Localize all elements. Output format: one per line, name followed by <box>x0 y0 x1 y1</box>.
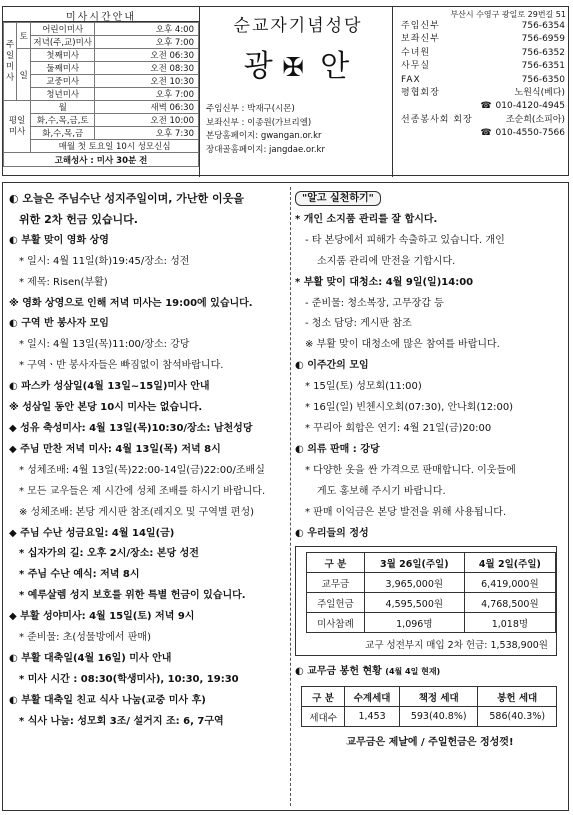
contact-value: 조순희(소피아) <box>505 114 565 125</box>
contact-value: 756-6959 <box>521 34 565 45</box>
contact-row <box>393 20 570 33</box>
contact-label: 보좌신부 <box>401 34 440 45</box>
contact-row <box>393 33 570 46</box>
contact-label: FAX <box>401 74 421 85</box>
church-emblem-icon: ✠ <box>282 53 321 83</box>
announcement-line: * 개인 소지품 관리를 잘 합시다. <box>295 213 438 225</box>
section-heading: ◐ 이주간의 모임 <box>295 360 369 372</box>
announcement-line: * 15일(토) 성모회(11:00) <box>305 381 422 393</box>
sunday-mass-label: 주일미사 <box>4 23 17 101</box>
right-column-title <box>295 189 565 210</box>
mass-time: 오전 10:30 <box>95 75 199 88</box>
section-heading: ◐ 부활 대축일 친교 식사 나눔(교중 미사 후) <box>9 694 206 706</box>
announcement-line: 소지품 관리에 만전을 기합시다. <box>317 255 456 267</box>
section-heading: ◐ 파스카 성삼일(4월 13일~15일)미사 안내 <box>9 381 210 393</box>
section-heading: ◐ 의류 판매 : 강당 <box>295 443 380 455</box>
table-cell: 3,965,000원 <box>364 573 464 593</box>
contact-row <box>393 114 570 127</box>
right-announcements <box>295 210 565 545</box>
dues-heading <box>295 662 565 683</box>
announcement-line: * 식사 나눔: 성모회 3조/ 설거지 조: 6, 7구역 <box>19 715 224 727</box>
church-subtitle: 순교자기념성당 <box>233 16 363 36</box>
section-heading: ◐ 우리들의 정성 <box>295 527 369 539</box>
header-section <box>2 6 569 176</box>
table-cell: 593(40.8%) <box>399 707 478 727</box>
contact-row <box>393 87 570 100</box>
mass-name: 첫째미사 <box>31 49 95 62</box>
homepage-link[interactable]: 본당홈페이지: gwangan.or.kr <box>206 131 322 141</box>
contact-value: 756-6350 <box>521 74 565 85</box>
mass-name: 월 <box>31 101 95 114</box>
announcement-line: 게도 홍보해 주시기 바랍니다. <box>317 485 446 497</box>
mass-name: 교중미사 <box>31 75 95 88</box>
table-header: 수계세대 <box>345 687 400 707</box>
section-heading: ◐ 오늘은 주님수난 성지주일이며, 가난한 이웃을 <box>9 192 244 205</box>
contact-row <box>393 127 570 140</box>
announcement-line: * 구역ㆍ반 봉사자들은 빠짐없이 참석바랍니다. <box>19 360 224 372</box>
table-cell: 교무금 <box>307 573 365 593</box>
contact-label: 평협회장 <box>401 87 440 98</box>
table-cell: 1,453 <box>345 707 400 727</box>
jangdae-homepage-link[interactable]: 장대골홈페이지: jangdae.or.kr <box>206 144 325 155</box>
church-title-right: 안 <box>320 49 350 84</box>
contact-value: 010-4120-4945 <box>495 101 565 112</box>
announcement-line: * 예루살렘 성지 보호를 위한 특별 헌금이 있습니다. <box>19 590 246 602</box>
weekday-mass-label: 평일미사 <box>4 101 31 153</box>
mass-time: 오후 4:00 <box>95 23 199 36</box>
mass-time: 새벽 06:30 <box>95 101 199 114</box>
address: 부산시 수영구 광일로 29번길 51 <box>450 10 566 19</box>
mass-name: 둘째미사 <box>31 62 95 75</box>
sunday-label: 일 <box>17 49 31 101</box>
contact-label: 선종봉사회 회장 <box>401 114 473 125</box>
contact-label: 주임신부 <box>401 21 440 31</box>
announcement-line: * 성체조배: 4월 13일(목)22:00-14일(금)22:00/조배실 <box>19 464 265 476</box>
announcement-line: * 꾸리아 회합은 연기: 4월 21일(금)20:00 <box>305 422 492 434</box>
first-saturday-note: 매월 첫 토요일 10시 성모신심 <box>31 140 199 153</box>
table-row <box>307 593 556 613</box>
section-heading: ◐ 부활 맞이 영화 상영 <box>9 234 109 246</box>
church-name-block <box>200 7 393 177</box>
section-heading: ◐ 부활 대축일(4월 16일) 미사 안내 <box>9 652 172 664</box>
contact-row <box>393 60 570 73</box>
table-cell: 4,768,500원 <box>464 593 555 613</box>
church-title-left: 광 <box>243 49 273 84</box>
contact-row <box>393 47 570 60</box>
mass-name: 청년미사 <box>31 88 95 101</box>
dues-title: ◐ 교무금 봉헌 현황 <box>295 666 382 678</box>
right-column <box>295 189 565 748</box>
mass-time: 오후 7:30 <box>95 127 199 140</box>
mass-time: 오전 08:30 <box>95 62 199 75</box>
table-header: 구 분 <box>302 687 345 707</box>
table-cell: 1,018명 <box>464 613 555 633</box>
announcement-line: * 십자가의 길: 오후 2시/장소: 본당 성전 <box>19 548 199 560</box>
contact-value: 756-6352 <box>521 47 565 58</box>
table-row <box>302 707 557 727</box>
contact-value: 010-4550-7566 <box>495 128 565 139</box>
closing-slogan: 교무금은 제날에 / 주일헌금은 정성껏! <box>346 737 514 749</box>
announcement-line: * 일시: 4월 11일(화)19:45/장소: 성전 <box>19 255 190 267</box>
table-cell: 미사참례 <box>307 613 365 633</box>
mass-name: 저녁(주,교)미사 <box>31 36 95 49</box>
announcement-line: ※ 영화 상영으로 인해 저녁 미사는 19:00에 있습니다. <box>9 297 253 309</box>
table-header: 3월 26일(주일) <box>364 553 464 573</box>
announcement-line: * 16일(일) 빈첸시오회(07:30), 안나회(12:00) <box>305 402 514 414</box>
mass-name: 화,수,목,금 <box>31 127 95 140</box>
announcement-line: ※ 성삼일 동안 본당 10시 미사는 없습니다. <box>9 402 203 414</box>
phone-icon: ☎ <box>480 101 493 112</box>
table-cell: 4,595,500원 <box>364 593 464 613</box>
title-badge: "알고 실천하기" <box>295 191 381 206</box>
mass-time: 오전 06:30 <box>95 49 199 62</box>
announcement-line: * 일시: 4월 13일(목)11:00/장소: 강당 <box>19 339 190 351</box>
table-header: 구 분 <box>307 553 365 573</box>
table-row <box>307 613 556 633</box>
announcement-line: - 청소 담당: 게시판 참조 <box>305 318 412 330</box>
announcements-section <box>2 182 569 811</box>
contact-value: 756-6354 <box>521 21 565 31</box>
column-divider <box>290 187 291 806</box>
contact-row <box>393 100 570 113</box>
assistant-pastor-line: 보좌신부 : 이종원(가브리엘) <box>206 117 312 128</box>
section-heading: 위한 2차 헌금 있습니다. <box>19 212 138 226</box>
dues-subtitle: (4월 4일 현재) <box>385 667 441 677</box>
contact-value: 노원식(베다) <box>514 87 565 98</box>
offering-box <box>295 546 557 656</box>
table-header: 4월 2일(주일) <box>464 553 555 573</box>
announcement-line: ◆ 주님 만찬 저녁 미사: 4월 13일(목) 저녁 8시 <box>9 443 221 455</box>
confession-note: 고해성사 : 미사 30분 전 <box>4 153 199 167</box>
announcement-line: ◆ 성유 축성미사: 4월 13일(목)10:30/장소: 남천성당 <box>9 422 253 434</box>
table-cell: 6,419,000원 <box>464 573 555 593</box>
table-cell: 1,096명 <box>364 613 464 633</box>
announcement-line: * 다양한 옷을 싼 가격으로 판매합니다. 이웃들에 <box>305 464 516 476</box>
announcement-line: * 제목: Risen(부활) <box>19 276 108 288</box>
bulletin-page <box>2 6 569 811</box>
table-row <box>307 573 556 593</box>
contact-row <box>393 74 570 87</box>
announcement-line: * 주님 수난 예식: 저녁 8시 <box>19 569 140 581</box>
mass-time: 오전 10:00 <box>95 114 199 127</box>
church-title <box>200 41 393 85</box>
mass-name: 화,수,목,금,토 <box>31 114 95 127</box>
table-cell: 586(40.3%) <box>478 707 557 727</box>
announcement-line: ◆ 주님 수난 성금요일: 4월 14일(금) <box>9 527 175 539</box>
pastor-line: 주임신부 : 박재구(시몬) <box>206 104 295 114</box>
table-header: 봉헌 세대 <box>478 687 557 707</box>
announcement-line: * 판매 이익금은 본당 발전을 위해 사용됩니다. <box>305 506 507 518</box>
saturday-label: 토 <box>17 23 31 49</box>
announcement-line: ◆ 부활 성야미사: 4월 15일(토) 저녁 9시 <box>9 611 195 623</box>
mass-schedule-table <box>3 22 199 167</box>
contact-block <box>393 7 570 177</box>
mass-name: 어린이미사 <box>31 23 95 36</box>
announcement-line: - 준비물: 청소복장, 고무장갑 등 <box>305 297 444 309</box>
announcement-line: * 부활 맞이 대청소: 4월 9일(일)14:00 <box>295 276 474 288</box>
dues-table <box>301 686 557 727</box>
announcement-line: * 미사 시간 : 08:30(학생미사), 10:30, 19:30 <box>19 673 239 685</box>
left-column <box>9 189 285 733</box>
mass-schedule-title: 미사시간안내 <box>3 7 199 22</box>
phone-icon: ☎ <box>480 128 493 139</box>
offering-table <box>306 552 556 633</box>
announcement-line: * 준비물: 초(성물방에서 판매) <box>19 632 151 644</box>
mass-time: 오후 7:00 <box>95 88 199 101</box>
mass-schedule <box>3 7 200 177</box>
table-cell: 세대수 <box>302 707 345 727</box>
announcement-line: - 타 본당에서 피해가 속출하고 있습니다. 개인 <box>305 234 505 246</box>
offering-note: 교구 성전부지 매입 2차 헌금: 1,538,900원 <box>365 640 548 652</box>
table-header: 책정 세대 <box>399 687 478 707</box>
announcement-line: * 모든 교우들은 제 시간에 성체 조배를 하시기 바랍니다. <box>19 485 266 497</box>
contact-value: 756-6351 <box>521 61 565 72</box>
section-heading: ◐ 구역 반 봉사자 모임 <box>9 318 109 330</box>
mass-time: 오후 7:00 <box>95 36 199 49</box>
church-info-lines <box>206 103 389 157</box>
contact-label: 사무실 <box>401 61 431 72</box>
table-cell: 주일헌금 <box>307 593 365 613</box>
announcement-line: ※ 부활 맞이 대청소에 많은 참여를 바랍니다. <box>305 339 500 351</box>
contact-label: 수녀원 <box>401 47 431 58</box>
announcement-line: ※ 성체조배: 본당 게시판 참조(레지오 및 구역별 편성) <box>19 506 255 518</box>
